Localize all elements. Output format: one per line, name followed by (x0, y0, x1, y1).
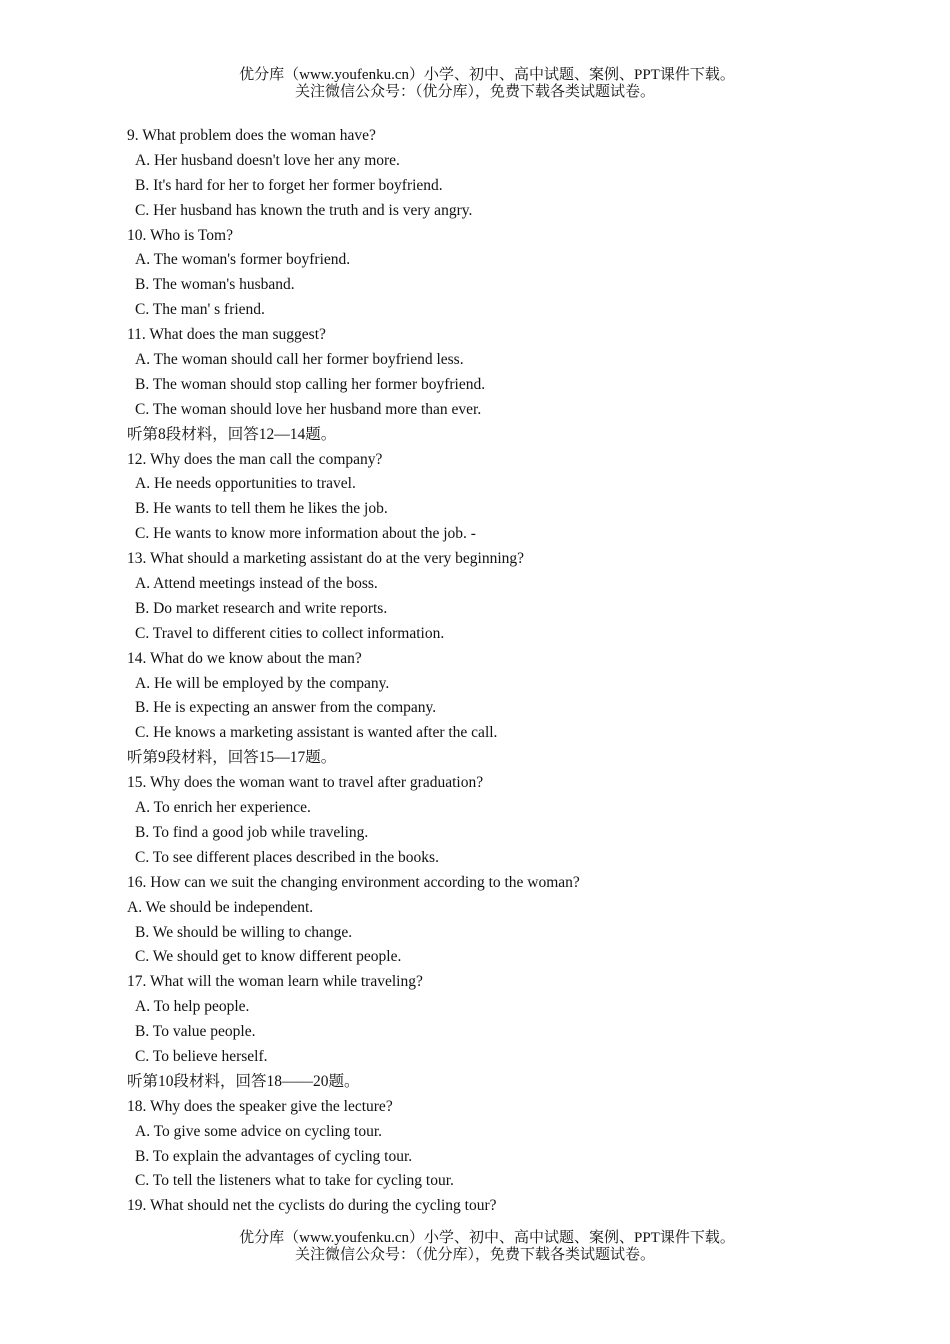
answer-option: A. Her husband doesn't love her any more. (135, 151, 400, 169)
answer-option: C. He wants to know more information about the job. - (135, 525, 476, 543)
section-instruction: 听第10段材料，回答18——20题。 (127, 1072, 360, 1090)
answer-option: C. The man' s friend. (135, 301, 265, 319)
answer-option: A. Attend meetings instead of the boss. (135, 575, 378, 593)
answer-option: A. To help people. (135, 998, 250, 1016)
answer-option: C. We should get to know different people. (135, 948, 402, 966)
question-text: 16. How can we suit the changing environment according to the woman? (127, 873, 580, 891)
answer-option: A. He needs opportunities to travel. (135, 475, 356, 493)
question-text: 19. What should net the cyclists do during the cycling tour? (127, 1197, 497, 1215)
answer-option: A. To enrich her experience. (135, 799, 311, 817)
answer-option: B. We should be willing to change. (135, 923, 353, 941)
answer-option: C. He knows a marketing assistant is wanted after the call. (135, 724, 498, 742)
question-text: 18. Why does the speaker give the lecture? (127, 1097, 393, 1115)
answer-option: B. To find a good job while traveling. (135, 823, 369, 841)
page-header (0, 67, 950, 101)
answer-option: A. The woman should call her former boyfriend less. (135, 351, 464, 369)
question-text: 17. What will the woman learn while traveling? (127, 973, 423, 991)
question-list (127, 124, 827, 1219)
answer-option: A. He will be employed by the company. (135, 674, 390, 692)
footer-line-1: 优分库（www.youfenku.cn）小学、初中、高中试题、案例、PPT课件下载。 (239, 1230, 735, 1246)
answer-option: A. The woman's former boyfriend. (135, 251, 351, 269)
answer-option: B. To explain the advantages of cycling tour. (135, 1147, 413, 1165)
question-text: A. We should be independent. (127, 898, 314, 916)
question-text: 11. What does the man suggest? (127, 326, 326, 344)
question-text: 13. What should a marketing assistant do at the very beginning? (127, 550, 525, 568)
footer-line-2: 关注微信公众号：（优分库），免费下载各类试题试卷。 (294, 1247, 655, 1263)
answer-option: C. Her husband has known the truth and is very angry. (135, 201, 473, 219)
answer-option: C. To believe herself. (135, 1047, 268, 1065)
answer-option: B. Do market research and write reports. (135, 599, 388, 617)
question-text: 14. What do we know about the man? (127, 649, 362, 667)
answer-option: A. To give some advice on cycling tour. (135, 1122, 383, 1140)
page-footer (0, 1230, 950, 1264)
answer-option: C. To tell the listeners what to take for cycling tour. (135, 1172, 454, 1190)
header-line-1: 优分库（www.youfenku.cn）小学、初中、高中试题、案例、PPT课件下载。 (239, 67, 735, 83)
section-instruction: 听第9段材料，回答15—17题。 (127, 749, 337, 767)
answer-option: C. Travel to different cities to collect information. (135, 624, 445, 642)
answer-option: B. He is expecting an answer from the company. (135, 699, 437, 717)
header-line-2: 关注微信公众号：（优分库），免费下载各类试题试卷。 (294, 84, 655, 100)
answer-option: C. To see different places described in the books. (135, 848, 439, 866)
answer-option: B. He wants to tell them he likes the job. (135, 500, 388, 518)
answer-option: B. To value people. (135, 1023, 256, 1041)
question-text: 15. Why does the woman want to travel after graduation? (127, 774, 484, 792)
answer-option: B. It's hard for her to forget her former boyfriend. (135, 176, 443, 194)
section-instruction: 听第8段材料，回答12—14题。 (127, 425, 337, 443)
answer-option: B. The woman's husband. (135, 276, 295, 294)
question-text: 12. Why does the man call the company? (127, 450, 383, 468)
answer-option: C. The woman should love her husband more than ever. (135, 400, 482, 418)
question-text: 9. What problem does the woman have? (127, 127, 376, 144)
answer-option: B. The woman should stop calling her former boyfriend. (135, 375, 486, 393)
question-text: 10. Who is Tom? (127, 226, 233, 244)
